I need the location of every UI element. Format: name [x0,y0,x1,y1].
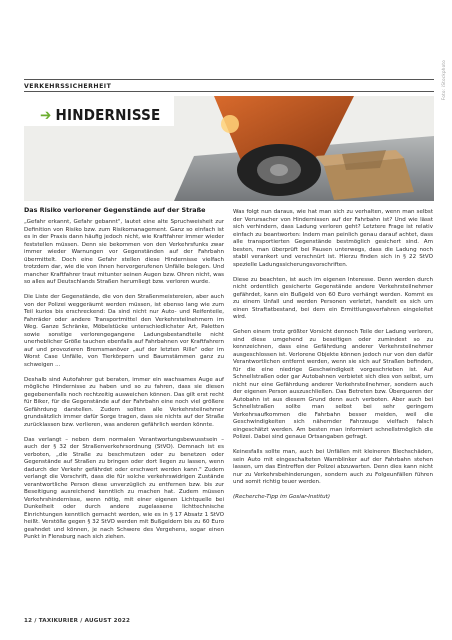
arrow-right-icon: ➔ [40,106,52,124]
photo-credit: Foto: iStockphoto [441,60,446,101]
article-photo [24,96,434,201]
article-subheading: Das Risiko verlorener Gegenstände auf der Straße [24,206,206,214]
paragraph: Die Liste der Gegenstände, die von den Straßenmeistereien, aber auch von der Polizei weggeräumt werden müssen, ist ebenso lang wie zum Teil kurios bis erschreckend: Da sind nicht nur Auto- und Reifenteile, Fahrräder oder andere Transportmittel den Verkehrsteilnehmern im Weg. Ganze Schränke, Möbelstücke unterschiedlichster Art, Paletten sowie sonstige verlorengegangene Ladungsbestandteile nicht unerheblicher Größe tauchen ebenfalls auf Fahrbahnen vor Kraftfahrern auf und provozieren Bremsmanöver „auf der letzten Rille" oder im Worst Case Unfälle, von Tierkörpern und Baumstämmen ganz zu schweigen ... [24,294,224,368]
section-rule-top [24,79,434,80]
article-column-right [233,209,433,509]
paragraph: Was folgt nun daraus, wie hat man sich zu verhalten, wenn man selbst der Verursacher von Hindernissen auf der Fahrbahn ist? Und wie lässt sich verhindern, dass Ladung verloren geht? Letztere Frage ist relativ einfach zu beantworten: Indem man peinlich genau darauf achtet, dass alle transportierten Gegenstände bestmöglich gesichert sind. Am besten, man überprüft bei Pausen unterwegs, dass die Ladung noch stabil verankert und verschnürt ist. Hierzu finden sich in § 22 StVO spezielle Ladungssicherungsvorschriften. [233,209,433,268]
paragraph: Diese zu beachten, ist auch im eigenen Interesse. Denn werden durch nicht ordentlich gesicherte Gegenstände andere Verkehrsteilnehmer gefährdet, kann ein Bußgeld von 60 Euro verhängt werden. Kommt es zu einem Unfall und werden Personen verletzt, handelt es sich um einen Straftatbestand, bei dem ein Ermittlungsverfahren eingeleitet wird. [233,276,433,320]
section-label: VERKEHRSSICHERHEIT [24,83,112,90]
section-rule-bottom [24,91,434,92]
paragraph: Das verlangt – neben dem normalen Verantwortungsbewusstsein – auch der § 32 der Straßenverkehrsordnung (StVO). Demnach ist es verboten, „die Straße zu beschmutzen oder zu benetzen oder Gegenstände auf Straßen zu bringen oder dort liegen zu lassen, wenn dadurch der Verkehr gefährdet oder erschwert werden kann." Zudem verlangt die Vorschrift, dass die für solche verkehrswidrigen Zustände verantwortliche Person diese unverzüglich zu entfernen bzw. bis zur Beseitigung ausreichend kenntlich zu machen hat. Zudem müssen Verkehrshindernisse, wenn nötig, mit einer eigenen Lichtquelle bei Dunkelheit oder durch andere zugelassene lichttechnische Einrichtungen kenntlich gemacht werden, wie es in § 17 Absatz 1 StVO heißt. Verstöße gegen § 32 StVO werden mit Bußgeldern bis zu 60 Euro geahndet und können, je nach Schwere des Vergehens, sogar einen Punkt in Flensburg nach sich ziehen. [24,436,224,540]
closing-note: (Recherche-Tipp im Goslar-Institut) [233,494,330,500]
paragraph: Deshalb sind Autofahrer gut beraten, immer ein wachsames Auge auf mögliche Hindernisse zu haben und so zu fahren, dass sie diesen gegebenenfalls noch rechtzeitig ausweichen können. Das gilt erst recht für Biker, für die Gegenstände auf der Fahrbahn eine noch viel größere Gefährdung darstellen. Zudem sollten alle Verkehrsteilnehmer grundsätzlich immer dafür Sorge tragen, dass sie nichts auf der Straße zurücklassen bzw. verlieren, was anderen gefährlich werden könnte. [24,376,224,428]
paragraph: Keinesfalls sollte man, auch bei Unfällen mit kleineren Blechschäden, sein Auto mit eingeschalteten Warnblinker auf der Fahrbahn stehen lassen, um das Eintreffen der Polizei abzuwarten. Denn dies kann nicht nur zu Verkehrsbehinderungen, sondern auch zu Folgeunfällen führen und somit richtig teuer werden. [233,449,433,485]
page-title [40,106,160,124]
paragraph: „Gefahr erkannt, Gefahr gebannt", lautet eine alte Spruchweisheit zur Definition von Risiko bzw. zum Risikomanagement. Ganz so einfach ist es in der Praxis dann häufig jedoch nicht, wie Kraftfahrer immer wieder feststellen müssen. Denn sie bekommen von den Verkehrsfunks zwar immer wieder Warnungen vor Gegenständen auf der Fahrbahn übermittelt. Doch eine Gefahr stellen diese Hindernisse vielfach trotzdem dar, wie die von ihnen hervorgerufenen Unfälle belegen. Und mancher Kraftfahrer traut mitunter seinen Augen bzw. Ohren nicht, was so alles auf Deutschlands Straßen herumliegt bzw. verloren wurde. [24,219,224,285]
paragraph: Gehen einem trotz größter Vorsicht dennoch Teile der Ladung verloren, sind diese umgehend zu beseitigen oder zumindest so zu kennzeichnen, dass eine Gefährdung anderer Verkehrsteilnehmer ausgeschlossen ist. Verlorene Objekte können jedoch nur von den dafür Verantwortlichen entfernt werden, wenn sie sich auf Straßen befinden, für die eine niedrige Geschwindigkeit vorgeschrieben ist. Auf Schnellstraßen oder gar Autobahnen verbietet sich dies von selbst, um nicht nur eine Gefährdung anderer Verkehrsteilnehmer, sondern auch der eigenen Person auszuschließen. Das Betreten bzw. Überqueren der Autobahn ist aus diesem Grund denn auch verboten. Aber auch bei Schnellstraßen sollte man selbst bei sehr geringem Verkehrsaufkommen die Fahrbahn besser meiden, weil die Geschwindigkeiten sich nähernder Fahrzeuge vielfach falsch eingeschätzt werden. Am besten man informiert schnellstmöglich die Polizei. Dabei sind genaue Ortsangaben gefragt. [233,329,433,440]
page-title-text: HINDERNISSE [55,106,161,124]
article-column-left [24,219,224,549]
page-footer: 12 / TAXIKURIER / AUGUST 2022 [24,618,131,624]
heading-box [24,96,174,126]
